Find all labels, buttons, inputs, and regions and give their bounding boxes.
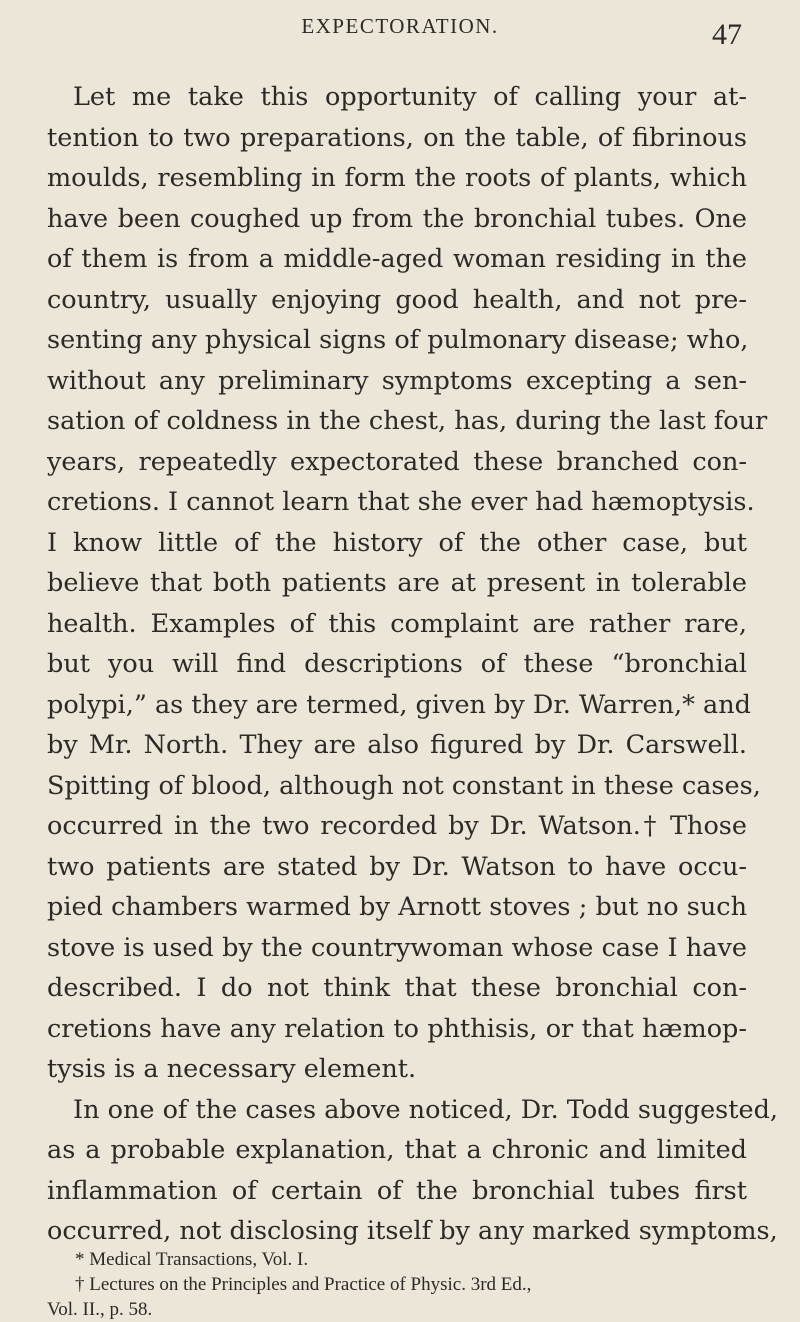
- text-line: health. Examples of this complaint are rather rare,: [47, 608, 747, 639]
- text-line: years, repeatedly expectorated these branched con-: [47, 446, 747, 477]
- text-line: stove is used by the countrywoman whose case I have: [47, 932, 747, 963]
- body-text: [47, 77, 779, 1252]
- text-line: tysis is a necessary element.: [47, 1054, 417, 1084]
- text-line: occurred in the two recorded by Dr. Watson.† Those: [47, 811, 747, 841]
- text-line: of them is from a middle-aged woman residing in the: [47, 244, 747, 274]
- text-line: tention to two preparations, on the table, of fibrinous: [47, 122, 747, 153]
- text-line: cretions have any relation to phthisis, or that hæmop-: [47, 1013, 747, 1044]
- text-line: In one of the cases above noticed, Dr. Todd suggested,: [73, 1094, 779, 1125]
- text-line: believe that both patients are at present in tolerable: [47, 568, 747, 598]
- page-number: 47: [712, 18, 742, 51]
- text-line: have been coughed up from the bronchial tubes. One: [47, 203, 747, 234]
- text-line: occurred, not disclosing itself by any marked symptoms,: [47, 1216, 778, 1246]
- footnotes: [47, 1247, 747, 1322]
- page-header: [0, 14, 800, 58]
- text-line: I know little of the history of the other case, but: [47, 527, 747, 558]
- text-line: pied chambers warmed by Arnott stoves ; but no such: [47, 892, 747, 922]
- text-line: without any preliminary symptoms excepting a sen-: [47, 365, 747, 396]
- text-line: country, usually enjoying good health, and not pre-: [47, 284, 747, 315]
- text-line: described. I do not think that these bronchial con-: [47, 973, 747, 1003]
- text-line: moulds, resembling in form the roots of plants, which: [47, 163, 747, 193]
- text-line: inflammation of certain of the bronchial tubes first: [47, 1175, 747, 1206]
- text-line: polypi,” as they are termed, given by Dr. Warren,* and: [47, 689, 751, 720]
- footnote-2-continued: Vol. II., p. 58.: [47, 1299, 153, 1320]
- text-line: Let me take this opportunity of calling your at-: [73, 82, 747, 112]
- text-line: but you will find descriptions of these “bronchial: [47, 649, 747, 679]
- text-line: by Mr. North. They are also figured by Dr. Carswell.: [47, 730, 747, 760]
- footnote-1: * Medical Transactions, Vol. I.: [75, 1249, 309, 1270]
- text-line: sation of coldness in the chest, has, during the last four: [47, 406, 768, 436]
- text-line: Spitting of blood, although not constant in these cases,: [47, 770, 761, 801]
- footnote-2: † Lectures on the Principles and Practice of Physic. 3rd Ed.,: [75, 1274, 532, 1295]
- text-line: cretions. I cannot learn that she ever had hæmoptysis.: [47, 487, 755, 517]
- text-line: two patients are stated by Dr. Watson to have occu-: [47, 851, 747, 882]
- text-line: senting any physical signs of pulmonary disease; who,: [47, 325, 749, 355]
- running-head: EXPECTORATION.: [301, 14, 499, 38]
- text-line: as a probable explanation, that a chronic and limited: [47, 1135, 747, 1165]
